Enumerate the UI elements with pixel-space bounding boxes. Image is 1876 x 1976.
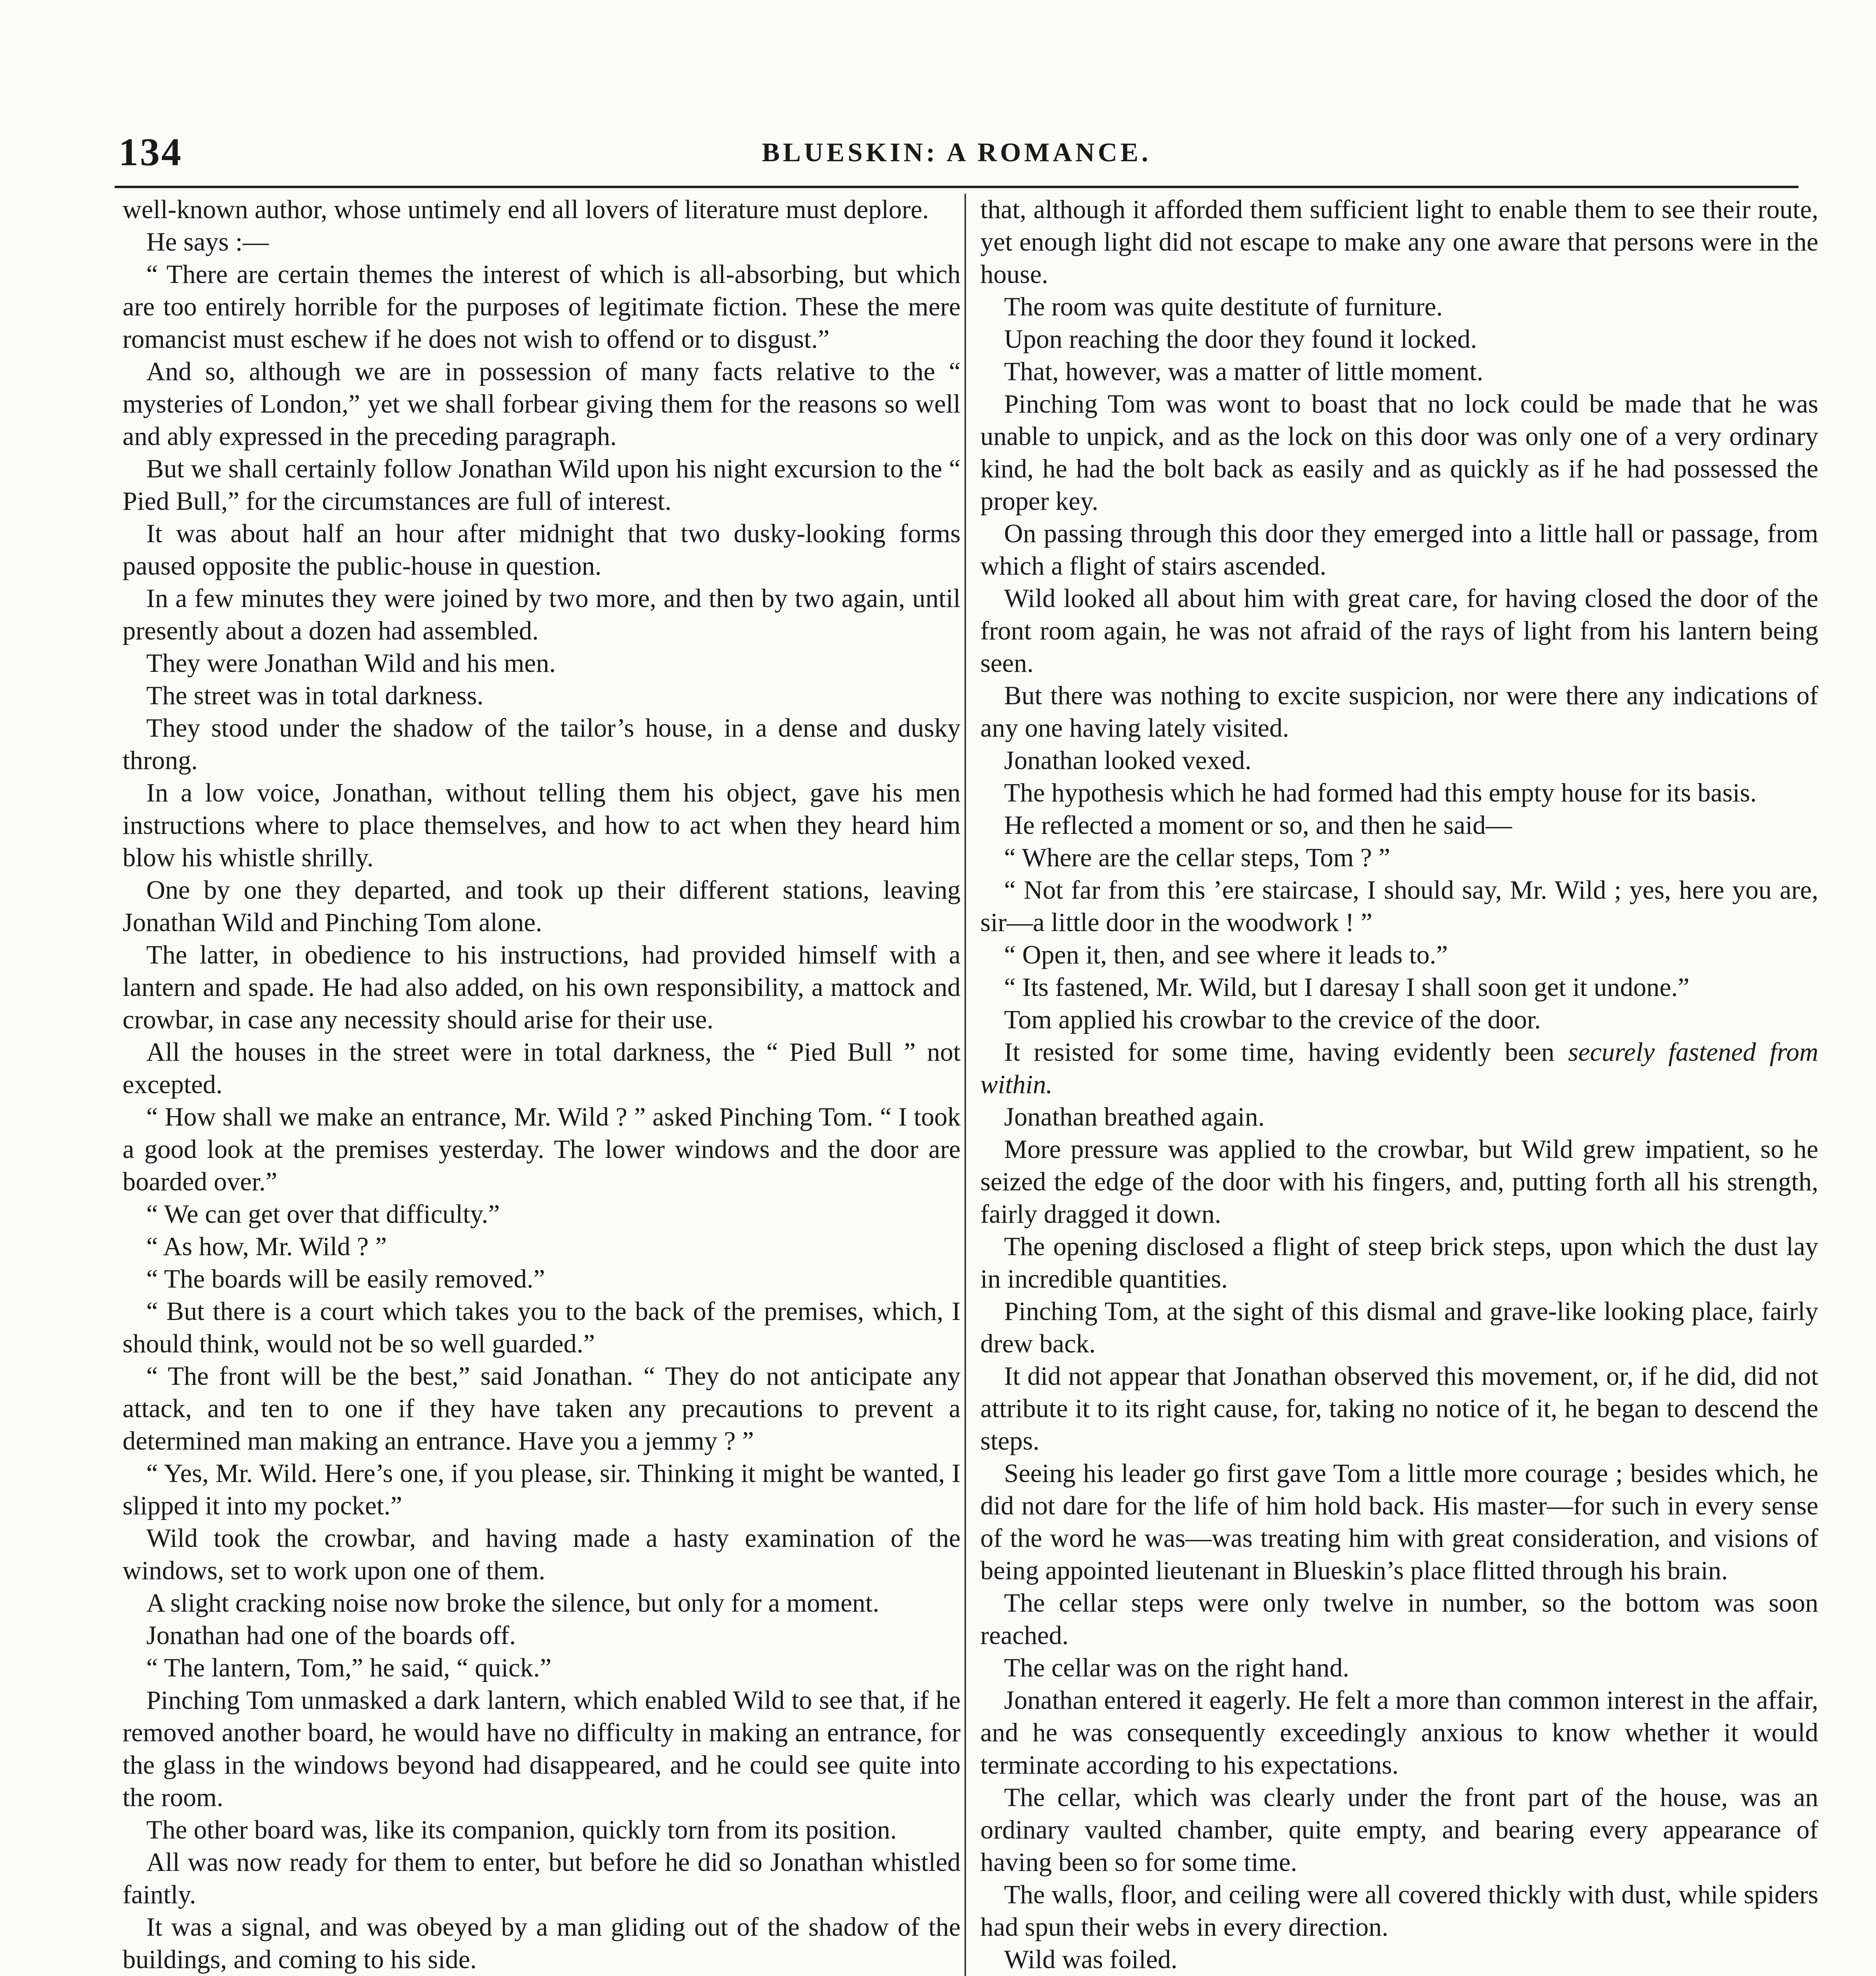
paragraph: The cellar was on the right hand. [1004,1654,1349,1682]
paragraph: All was now ready for them to enter, but before he did so Jonathan whistled faintly. [123,1848,961,1909]
left-column [123,194,961,1976]
paragraph: The street was in total darkness. [146,681,484,710]
paragraph: “ But there is a court which takes you to the back of the premises, which, I should think, would not be so well guarded.” [123,1297,961,1358]
paragraph: And so, although we are in possession of many facts relative to the “ mysteries of London,” yet we shall forbear giving them for the reasons so well and ably expressed in the preceding paragraph. [123,357,961,451]
paragraph: “ Not far from this ’ere staircase, I should say, Mr. Wild ; yes, here you are, sir—a little door in the woodwork ! ” [980,876,1818,937]
paragraph: He says :— [146,228,269,256]
paragraph: Jonathan breathed again. [1004,1103,1265,1131]
running-head [119,130,1795,186]
right-column [980,194,1818,1976]
paragraph: It was about half an hour after midnight that two dusky-looking forms paused opposite the public-house in question. [123,519,961,581]
paragraph: “ Where are the cellar steps, Tom ? ” [1004,843,1390,872]
paragraph: In a few minutes they were joined by two more, and then by two again, until presently about a dozen had assembled. [123,584,961,645]
paragraph: Wild was foiled. [1004,1945,1178,1974]
paragraph: “ Open it, then, and see where it leads to.” [1004,941,1448,969]
paragraph: In a low voice, Jonathan, without telling them his object, gave his men instructions where to place themselves, and how to act when they heard him blow his whistle shrilly. [123,779,961,872]
paragraph: Tom applied his crowbar to the crevice of the door. [1004,1005,1541,1034]
paragraph: Jonathan entered it eagerly. He felt a more than common interest in the affair, and he was consequently exceedingly anxious to know whether it would terminate according to his expectations. [980,1686,1818,1780]
paragraph: “ As how, Mr. Wild ? ” [146,1232,387,1261]
paragraph: The hypothesis which he had formed had this empty house for its basis. [1004,779,1757,807]
column-divider [964,194,966,1976]
paragraph: “ The front will be the best,” said Jonathan. “ They do not anticipate any attack, and ten to one if they have taken any precautions to prevent a determined man making an entrance. Have you a jemmy ? ” [123,1362,961,1456]
paragraph: Pinching Tom unmasked a dark lantern, which enabled Wild to see that, if he removed another board, he would have no difficulty in making an entrance, for the glass in the windows beyond had disappeared, and he could see quite into the room. [123,1686,961,1812]
paragraph: The room was quite destitute of furniture. [1004,292,1443,321]
paragraph: The opening disclosed a flight of steep brick steps, upon which the dust lay in incredible quantities. [980,1232,1818,1293]
paragraph: They were Jonathan Wild and his men. [146,649,556,678]
paragraph: “ The boards will be easily removed.” [146,1265,545,1293]
paragraph: A slight cracking noise now broke the silence, but only for a moment. [146,1589,879,1618]
paragraph: The cellar, which was clearly under the front part of the house, was an ordinary vaulted chamber, quite empty, and bearing every appearance of having been so for some time. [980,1783,1818,1877]
paragraph: Pinching Tom, at the sight of this dismal and grave-like looking place, fairly drew back. [980,1297,1818,1358]
paragraph: Jonathan had one of the boards off. [146,1621,516,1650]
paragraph: Upon reaching the door they found it locked. [1004,325,1477,354]
paragraph: That, however, was a matter of little moment. [1004,357,1483,386]
paragraph: “ The lantern, Tom,” he said, “ quick.” [146,1654,552,1682]
paragraph: The cellar steps were only twelve in number, so the bottom was soon reached. [980,1589,1818,1650]
paragraph: On passing through this door they emerged into a little hall or passage, from which a flight of stairs ascended. [980,519,1818,581]
paragraph: Seeing his leader go first gave Tom a little more courage ; besides which, he did not dare for the life of him hold back. His master—for such in every sense of the word he was—was treating him with great consideration, and visions of being appointed lieutenant in Blueskin’s place flitted through his brain. [980,1459,1818,1585]
paragraph: that, although it afforded them sufficient light to enable them to see their route, yet enough light did not escape to make any one aware that persons were in the house. [980,195,1818,289]
paragraph: It did not appear that Jonathan observed this movement, or, if he did, did not attribute it to its right cause, for, taking no notice of it, he began to descend the steps. [980,1362,1818,1456]
paragraph: “ Its fastened, Mr. Wild, but I daresay I shall soon get it undone.” [1004,973,1689,1002]
paragraph: “ There are certain themes the interest of which is all-absorbing, but which are too entirely horrible for the purposes of legitimate fiction. These the mere romancist must eschew if he does not wish to offend or to disgust.” [123,260,961,354]
paragraph: It was a signal, and was obeyed by a man gliding out of the shadow of the buildings, and coming to his side. [123,1913,961,1974]
paragraph: All the houses in the street were in total darkness, the “ Pied Bull ” not excepted. [123,1038,961,1099]
running-title: BLUESKIN: A ROMANCE. [762,137,1151,167]
paragraph: “ How shall we make an entrance, Mr. Wild ? ” asked Pinching Tom. “ I took a good look at the premises yesterday. The lower windows and the door are boarded over.” [123,1103,961,1196]
paragraph: More pressure was applied to the crowbar, but Wild grew impatient, so he seized the edge of the door with his fingers, and, putting forth all his strength, fairly dragged it down. [980,1135,1818,1229]
paragraph: The other board was, like its companion, quickly torn from its position. [146,1816,897,1844]
paragraph: They stood under the shadow of the tailor’s house, in a dense and dusky throng. [123,714,961,775]
page-number: 134 [119,130,183,174]
paragraph: One by one they departed, and took up their different stations, leaving Jonathan Wild and Pinching Tom alone. [123,876,961,937]
paragraph: The walls, floor, and ceiling were all covered thickly with dust, while spiders had spun their webs in every direction. [980,1880,1818,1942]
header-rule [115,186,1799,188]
paragraph: It resisted for some time, having evidently been securely fastened from within. [980,1038,1818,1099]
paragraph: Wild looked all about him with great care, for having closed the door of the front room again, he was not afraid of the rays of light from his lantern being seen. [980,584,1818,678]
paragraph: He reflected a moment or so, and then he said— [1004,811,1512,840]
paragraph: well-known author, whose untimely end all lovers of literature must deplore. [123,195,929,224]
paragraph: “ We can get over that difficulty.” [146,1200,500,1229]
paragraph: Wild took the crowbar, and having made a hasty examination of the windows, set to work upon one of them. [123,1524,961,1585]
paragraph: But we shall certainly follow Jonathan Wild upon his night excursion to the “ Pied Bull,” for the circumstances are full of interest. [123,454,961,516]
paragraph: But there was nothing to excite suspicion, nor were there any indications of any one having lately visited. [980,681,1818,743]
paragraph: “ Yes, Mr. Wild. Here’s one, if you please, sir. Thinking it might be wanted, I slipped it into my pocket.” [123,1459,961,1520]
paragraph: Jonathan looked vexed. [1004,746,1252,775]
paragraph: Pinching Tom was wont to boast that no lock could be made that he was unable to unpick, and as the lock on this door was only one of a very ordinary kind, he had the bolt back as easily and as quickly as if he had possessed the proper key. [980,390,1818,516]
paragraph: The latter, in obedience to his instructions, had provided himself with a lantern and spade. He had also added, on his own responsibility, a mattock and crowbar, in case any necessity should arise for their use. [123,941,961,1034]
